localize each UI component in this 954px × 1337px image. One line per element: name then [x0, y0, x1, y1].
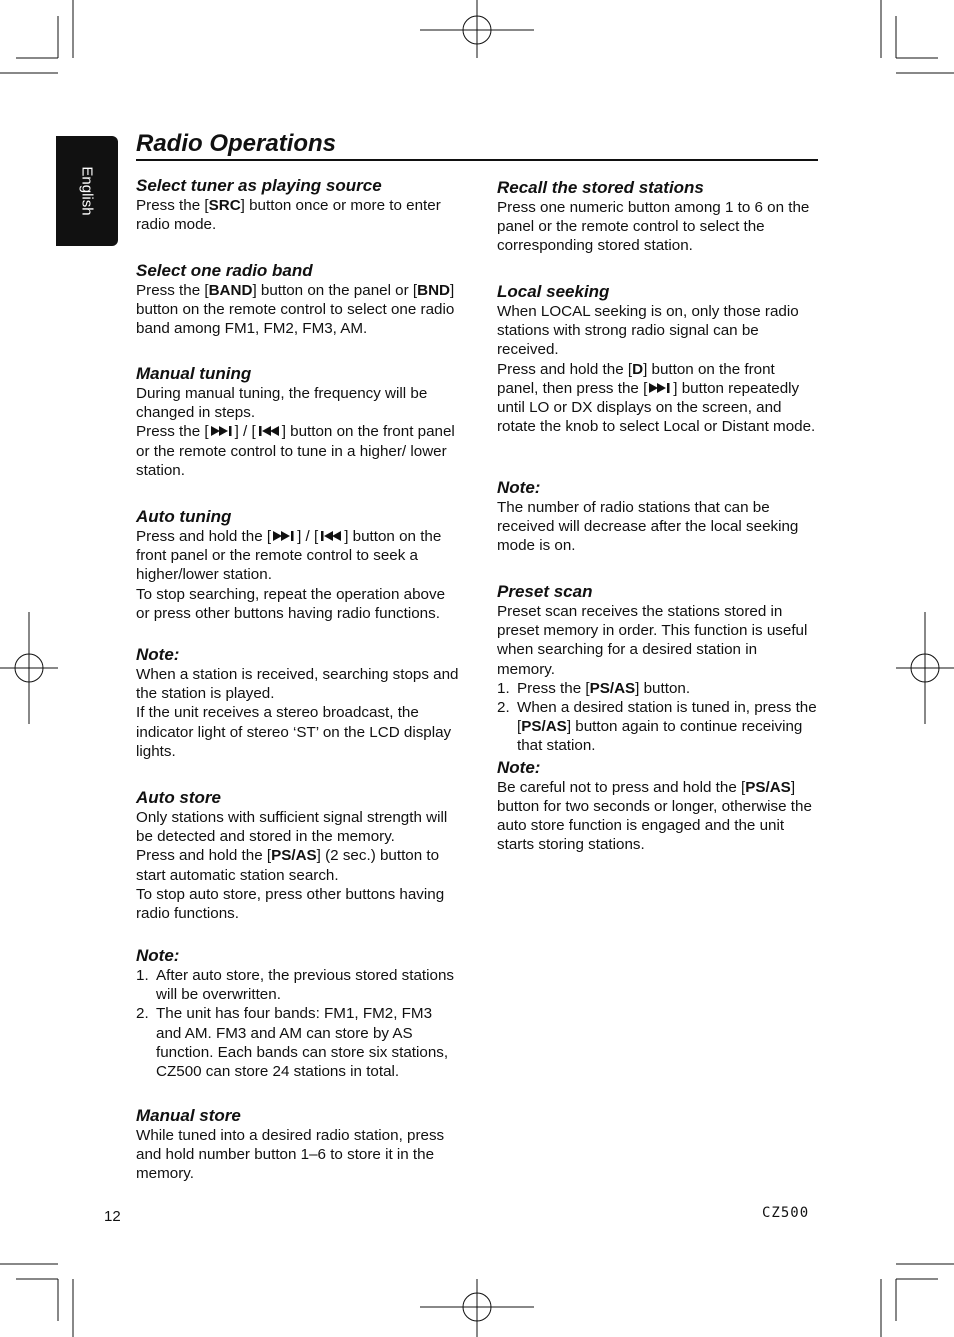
- heading-local-seeking: Local seeking: [497, 282, 610, 301]
- list-item: 2. The unit has four bands: FM1, FM2, FM3 and AM. FM3 and AM can store by AS function. Each bands can store six stations, CZ500 can store 24 stations in total.: [136, 1005, 449, 1081]
- psas-button-label: PS/AS: [271, 847, 317, 865]
- right-column: [497, 178, 817, 878]
- text-auto-store-2: Press and hold the [PS/AS] (2 sec.) button to start automatic station search.: [136, 847, 440, 884]
- next-track-icon: [649, 382, 671, 394]
- heading-preset-scan: Preset scan: [497, 582, 593, 601]
- heading-auto-tuning: Auto tuning: [136, 507, 232, 526]
- preset-scan-list: [497, 679, 817, 756]
- text-auto-tuning-2: To stop searching, repeat the operation above or press other buttons having radio functions.: [136, 585, 446, 622]
- next-track-icon: [211, 425, 233, 437]
- section-select-band: [136, 261, 461, 339]
- text-manual-tuning-1: During manual tuning, the frequency will be changed in steps.: [136, 385, 428, 422]
- heading-recall: Recall the stored stations: [497, 178, 704, 197]
- section-manual-tuning: [136, 364, 461, 480]
- page-title: Radio Operations: [136, 130, 818, 161]
- heading-manual-store: Manual store: [136, 1106, 241, 1125]
- text-auto-tuning-1: Press and hold the [ ] / [ ] button on the front panel or the remote control to seek a higher/lower station.: [136, 528, 442, 584]
- next-track-icon: [273, 530, 295, 542]
- heading-note-3: Note:: [497, 478, 541, 497]
- text-auto-store-1: Only stations with sufficient signal strength will be detected and stored in the memory.: [136, 809, 448, 846]
- band-button-label: BAND: [208, 282, 253, 299]
- text-note-4: Be careful not to press and hold the [PS/AS] button for two seconds or longer, otherwise the auto store function is engaged and the unit starts storing stations.: [497, 778, 812, 854]
- heading-note-4: Note:: [497, 757, 541, 777]
- text-manual-tuning-2: Press the [ ] / [ ] button on the front panel or the remote control to tune in a higher/ lower station.: [136, 423, 455, 479]
- section-auto-store: [136, 788, 461, 923]
- language-tab: [56, 136, 118, 246]
- section-note-1: [136, 645, 461, 761]
- text-select-band: Press the [BAND] button on the panel or [BND] button on the remote control to select one radio band among FM1, FM2, FM3, AM.: [136, 282, 455, 338]
- previous-track-icon: [320, 530, 342, 542]
- text-note-1a: When a station is received, searching stops and the station is played.: [136, 666, 459, 703]
- heading-select-source: Select tuner as playing source: [136, 176, 382, 195]
- heading-auto-store: Auto store: [136, 788, 221, 807]
- heading-manual-tuning: Manual tuning: [136, 364, 252, 383]
- text-note-3: The number of radio stations that can be received will decrease after the local seeking mode is on.: [497, 499, 799, 555]
- text-recall: Press one numeric button among 1 to 6 on the panel or the remote control to select the corresponding stored station.: [497, 199, 810, 255]
- section-note-3: [497, 478, 817, 556]
- text-note-1b: If the unit receives a stereo broadcast, the indicator light of stereo ‘ST’ on the LCD display lights.: [136, 704, 452, 760]
- section-local-seeking: [497, 282, 817, 436]
- section-auto-tuning: [136, 507, 461, 623]
- text-preset-scan: Preset scan receives the stations stored in preset memory in order. This function is useful when searching for a desired station in memory.: [497, 603, 808, 678]
- list-item: 2. When a desired station is tuned in, press the [PS/AS] button again to continue receiving that station.: [497, 699, 817, 755]
- heading-note-1: Note:: [136, 645, 180, 664]
- section-note-2: [136, 946, 461, 1081]
- section-select-source: [136, 176, 461, 234]
- psas-button-label: PS/AS: [589, 679, 636, 697]
- previous-track-icon: [258, 425, 280, 437]
- list-item: 1. After auto store, the previous stored stations will be overwritten.: [136, 967, 455, 1004]
- text-manual-store: While tuned into a desired radio station, press and hold number button 1–6 to store it in the memory.: [136, 1127, 445, 1183]
- text-local-seeking-2: Press and hold the [D] button on the front panel, then press the [ ] button repeatedly until LO or DX displays on the screen, and rotate the knob to select Local or Distant mode.: [497, 360, 816, 436]
- bnd-button-label: BND: [417, 282, 451, 299]
- left-column: [136, 176, 461, 1196]
- list-item: 1. Press the [PS/AS] button.: [497, 679, 691, 697]
- d-button-label: D: [632, 360, 644, 378]
- section-recall: [497, 178, 817, 256]
- heading-select-band: Select one radio band: [136, 261, 313, 280]
- language-tab-label: English: [78, 166, 96, 216]
- text-local-seeking-1: When LOCAL seeking is on, only those radio stations with strong radio signal can be received.: [497, 303, 799, 359]
- psas-button-label: PS/AS: [521, 718, 567, 736]
- model-name: CZ500: [762, 1205, 810, 1221]
- src-button-label: SRC: [208, 197, 241, 214]
- note-2-list: [136, 966, 461, 1081]
- section-preset-scan: [497, 582, 817, 854]
- section-manual-store: [136, 1106, 461, 1184]
- psas-button-label: PS/AS: [745, 778, 791, 796]
- text-select-source: Press the [SRC] button once or more to enter radio mode.: [136, 197, 441, 234]
- page-number: 12: [104, 1208, 121, 1225]
- heading-note-2: Note:: [136, 946, 180, 965]
- text-auto-store-3: To stop auto store, press other buttons having radio functions.: [136, 885, 445, 923]
